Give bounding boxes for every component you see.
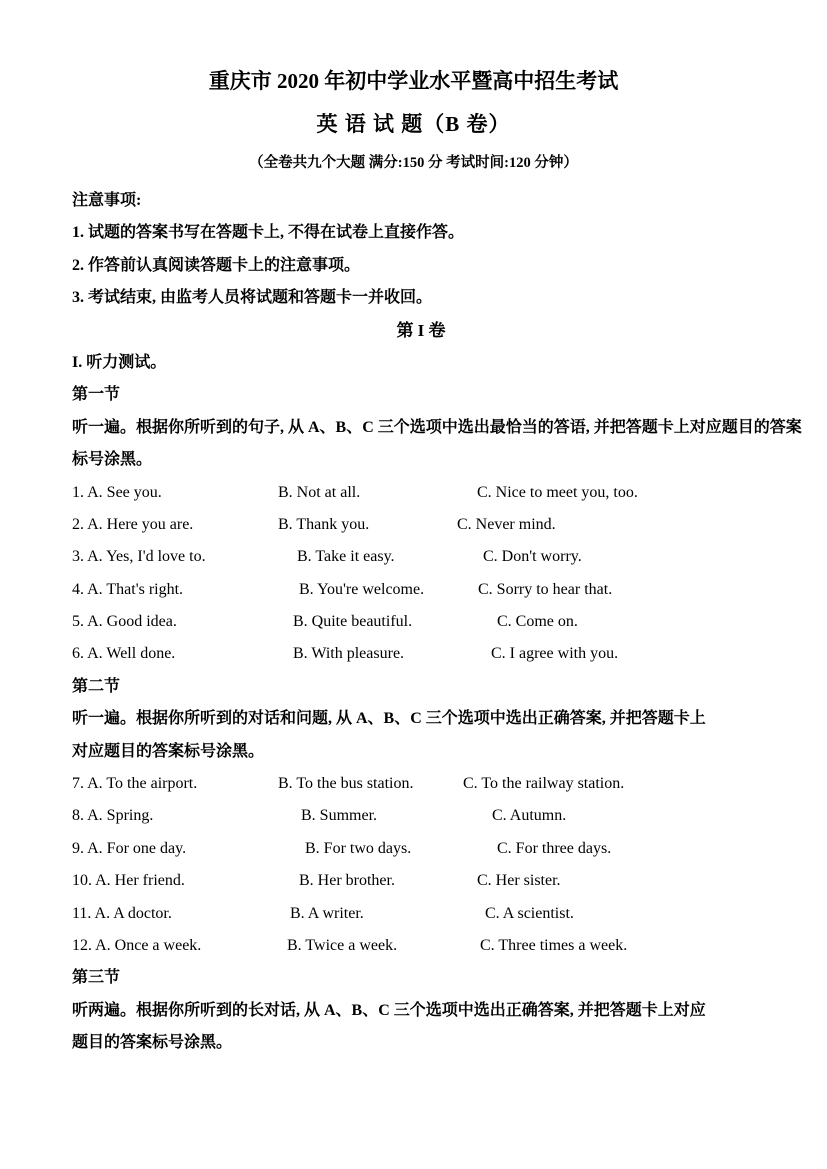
option-c: C. Three times a week. (480, 936, 628, 954)
option-c: C. Never mind. (457, 515, 556, 533)
option-a: 4. A. That's right. (72, 580, 184, 598)
document-body (72, 185, 802, 1060)
exam-title: 重庆市 2020 年初中学业水平暨高中招生考试 (208, 69, 619, 93)
option-b: B. Her brother. (299, 872, 395, 890)
section-3-instruction-line-2: 题目的答案标号涂黑。 (72, 1034, 233, 1052)
option-b: B. Quite beautiful. (293, 613, 413, 631)
option-a: 8. A. Spring. (72, 807, 154, 825)
option-b: B. Thank you. (278, 515, 370, 533)
option-c: C. I agree with you. (491, 645, 619, 663)
question-row-7 (72, 768, 770, 800)
option-b: B. Take it easy. (297, 548, 395, 566)
option-b: B. For two days. (305, 839, 412, 857)
option-a: 1. A. See you. (72, 483, 162, 501)
option-b: B. Not at all. (278, 483, 361, 501)
question-row-1 (72, 477, 770, 509)
option-c: C. Sorry to hear that. (478, 580, 613, 598)
section-3-label: 第三节 (72, 969, 121, 987)
option-b: B. A writer. (290, 904, 364, 922)
listening-test-heading: I. 听力测试。 (72, 353, 167, 371)
section-2-label: 第二节 (72, 677, 121, 695)
option-a: 10. A. Her friend. (72, 872, 185, 890)
question-row-10 (72, 865, 770, 897)
option-a: 5. A. Good idea. (72, 613, 177, 631)
volume-heading: 第 I 卷 (396, 320, 446, 340)
option-c: C. For three days. (497, 839, 612, 857)
option-b: B. With pleasure. (293, 645, 405, 663)
question-row-12 (72, 930, 770, 962)
option-a: 11. A. A doctor. (72, 904, 172, 922)
option-c: C. Don't worry. (483, 548, 582, 566)
question-row-2 (72, 509, 770, 541)
exam-subtitle: 英 语 试 题（B 卷） (316, 112, 511, 136)
option-b: B. Twice a week. (287, 936, 398, 954)
question-row-4 (72, 574, 770, 606)
notices-heading: 注意事项: (72, 192, 142, 209)
option-a: 2. A. Here you are. (72, 515, 194, 533)
section-2-instruction-line-2: 对应题目的答案标号涂黑。 (72, 742, 265, 760)
option-b: B. Summer. (301, 807, 378, 825)
option-b: B. To the bus station. (278, 775, 414, 793)
question-row-9 (72, 833, 770, 865)
option-a: 7. A. To the airport. (72, 775, 198, 793)
option-c: C. To the railway station. (463, 775, 625, 793)
option-c: C. Her sister. (477, 872, 561, 890)
question-row-8 (72, 800, 770, 832)
option-a: 6. A. Well done. (72, 645, 176, 663)
notice-item-3: 3. 考试结束, 由监考人员将试题和答题卡一并收回。 (72, 289, 433, 307)
exam-meta: （全卷共九个大题 满分:150 分 考试时间:120 分钟） (249, 155, 578, 171)
option-c: C. A scientist. (485, 904, 574, 922)
option-a: 9. A. For one day. (72, 839, 187, 857)
section-2-instruction-line-1: 听一遍。根据你所听到的对话和问题, 从 A、B、C 三个选项中选出正确答案, 并把答题卡上 (72, 710, 706, 728)
section-3-instruction-line-1: 听两遍。根据你所听到的长对话, 从 A、B、C 三个选项中选出正确答案, 并把答题卡上对应 (72, 1001, 706, 1019)
option-c: C. Nice to meet you, too. (477, 483, 638, 501)
question-row-6 (72, 638, 770, 670)
section-1-label: 第一节 (72, 386, 121, 404)
option-c: C. Come on. (497, 613, 578, 631)
option-c: C. Autumn. (492, 807, 567, 825)
notice-item-2: 2. 作答前认真阅读答题卡上的注意事项。 (72, 256, 361, 274)
question-row-11 (72, 898, 770, 930)
section-1-instruction-line-2: 标号涂黑。 (72, 451, 153, 469)
option-b: B. You're welcome. (299, 580, 425, 598)
section-1-instruction-line-1: 听一遍。根据你所听到的句子, 从 A、B、C 三个选项中选出最恰当的答语, 并把答题卡上对应题目的答案 (72, 418, 802, 436)
notice-item-1: 1. 试题的答案书写在答题卡上, 不得在试卷上直接作答。 (72, 224, 465, 242)
option-a: 3. A. Yes, I'd love to. (72, 548, 206, 566)
option-a: 12. A. Once a week. (72, 936, 202, 954)
question-row-5 (72, 606, 770, 638)
question-row-3 (72, 541, 770, 573)
